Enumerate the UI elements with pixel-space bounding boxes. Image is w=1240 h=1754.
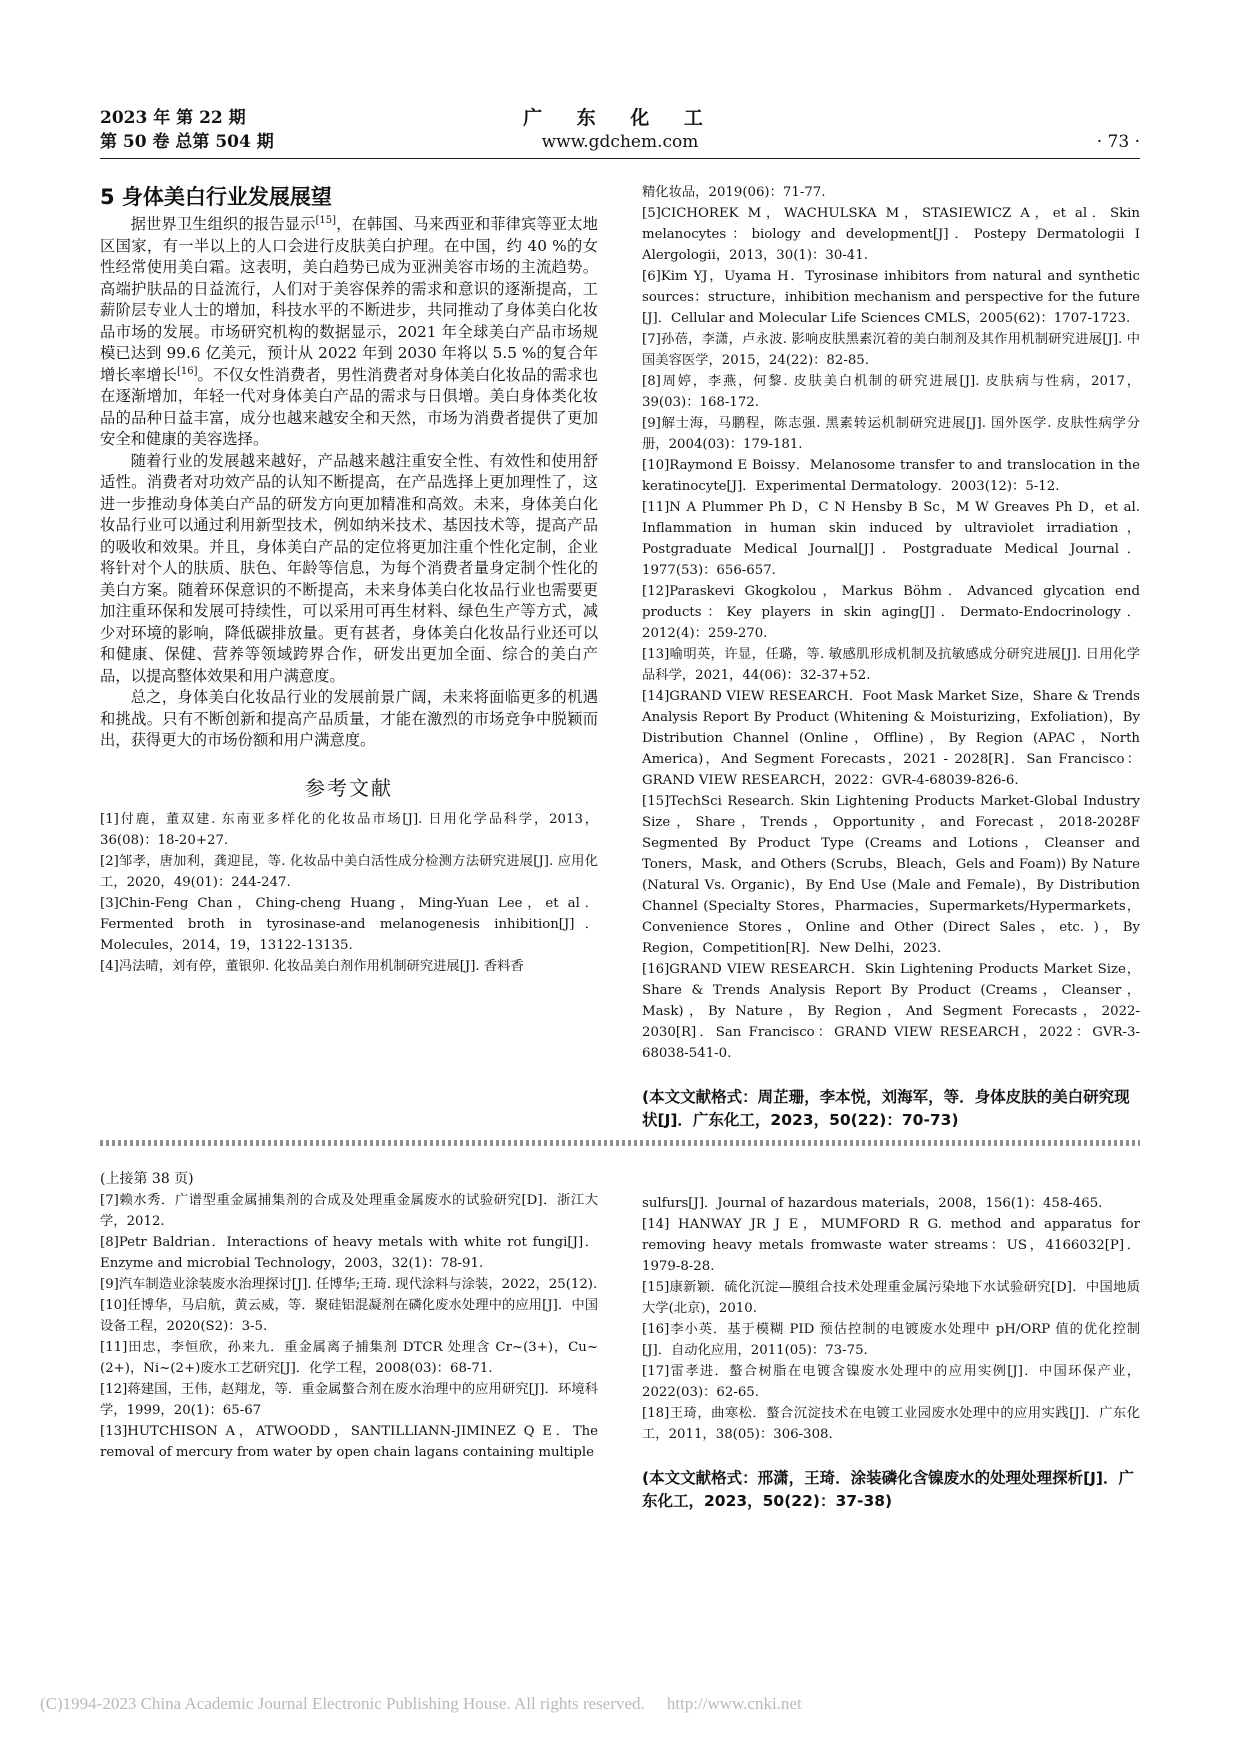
reference-list-left [100, 809, 598, 977]
section-title: 5 身体美白行业发展展望 [100, 185, 332, 209]
reference-item: [10]任博华，马启航，黄云威，等．聚硅铝混凝剂在磷化废水处理中的应用[J]．中国设备工程，2020(S2)：3-5. [100, 1298, 598, 1334]
reference-item: [9]汽车制造业涂装废水治理探讨[J]. 任博华;王琦. 现代涂料与涂装，2022，25(12). [100, 1277, 598, 1292]
reference-item: [18]王琦，曲寒松．螯合沉淀技术在电镀工业园废水处理中的应用实践[J]．广东化工，2011，38(05)：306-308. [642, 1406, 1140, 1442]
reference-item: 精化妆品，2019(06)：71-77. [642, 185, 826, 200]
reference-item: [3]Chin-Feng Chan，Ching-cheng Huang，Ming-Yuan Lee，et al．Fermented broth in tyrosinase-and melanogenesis inhibition[J]．Molecules，2014，19，13122-13135. [100, 895, 598, 953]
reference-item: [14]GRAND VIEW RESEARCH．Foot Mask Market Size，Share & Trends Analysis Report By Product (Whitening & Moisturizing，Exfoliation)，By Distribution Channel (Online，Offline)，By Region (APAC，North America)，And Segment Forecasts，2021 - 2028[R]．San Francisco：GRAND VIEW RESEARCH，2022：GVR-4-68039-826-6. [642, 689, 1140, 788]
journal-name: 广 东 化 工 [523, 107, 717, 129]
section-divider [100, 1140, 1140, 1146]
body-paragraph-2: 随着行业的发展越来越好，产品越来越注重安全性、有效性和使用舒适性。消费者对功效产品的认知不断提高，在产品选择上更加理性了，这进一步推动身体美白产品的研发方向更加精准和高效。未来，身体美白化妆品行业可以通过利用新型技术，例如纳米技术、基因技术等，提高产品的吸收和效果。并且，身体美白产品的定位将更加注重个性化定制，企业将针对个人的肤质、肤色、年龄等信息，为每个消费者量身定制个性化的美白方案。随着环保意识的不断提高，未来身体美白化妆品行业也需要更加注重环保和发展可持续性，可以采用可再生材料、绿色生产等方式，减少对环境的影响，降低碳排放量。更有甚者，身体美白化妆品行业还可以和健康、保健、营养等领域跨界合作，研发出更加全面、综合的美白产品，以提高整体效果和用户满意度。 [100, 451, 598, 685]
cnki-link[interactable]: http://www.cnki.net [666, 1694, 802, 1713]
volume-info: 第 50 卷 总第 504 期 [100, 132, 274, 152]
reference-item: [7]赖水秀．广谱型重金属捕集剂的合成及处理重金属废水的试验研究[D]．浙江大学，2012. [100, 1193, 598, 1229]
references-heading: 参考文献 [305, 775, 393, 800]
continuation-right-column [642, 1193, 1140, 1513]
copyright-footer [40, 1694, 1200, 1714]
citation-marker: [16] [177, 365, 198, 377]
reference-item: [2]邹孝，唐加利，龚迎昆，等. 化妆品中美白活性成分检测方法研究进展[J]. 应用化工，2020，49(01)：244-247. [100, 853, 598, 890]
article-left-column [100, 182, 598, 977]
reference-item: [14] HANWAY JR J E，MUMFORD R G. method and apparatus for removing heavy metals fromwaste water streams：US，4166032[P]．1979-8-28. [642, 1217, 1140, 1274]
reference-item: [15]TechSci Research. Skin Lightening Products Market-Global Industry Size，Share，Trends，Opportunity，and Forecast，2018-2028F Segmented By Product Type (Creams and Lotions，Cleanser and Toners，Mask，and Others (Scrubs，Bleach，Gels and Foam)) By Nature (Natural Vs. Organic)，By End Use (Male and Female)，By Distribution Channel (Specialty Stores，Pharmacies，Supermarkets/Hypermarkets，Convenience Stores，Online and Other (Direct Sales，etc. )，By Region，Competition[R]．New Delhi，2023. [642, 794, 1140, 956]
reference-item: [8]周婷，李燕，何黎. 皮肤美白机制的研究进展[J]. 皮肤病与性病，2017，39(03)：168-172. [642, 374, 1140, 410]
journal-website[interactable]: www.gdchem.com [541, 132, 699, 152]
continuation-citation-format: (本文文献格式：邢潇，王琦．涂装磷化含镍废水的处理处理探析[J]．广东化工，2023，50(22)：37-38) [642, 1469, 1135, 1510]
body-paragraph-1: 据世界卫生组织的报告显示[15]，在韩国、马来西亚和菲律宾等亚太地区国家，有一半以上的人口会进行皮肤美白护理。在中国，约 40 %的女性经常使用美白霜。这表明，美白趋势已成为亚洲美容市场的主流趋势。高端护肤品的日益流行，人们对于美容保养的需求和意识的逐渐提高，工薪阶层专业人士的增加，科技水平的不断进步，共同推动了身体美白化妆品市场的发展。市场研究机构的数据显示，2021 年全球美白产品市场规模已达到 99.6 亿美元，预计从 2022 年到 2030 年将以 5.5 %的复合年增长率增长[16]。不仅女性消费者，男性消费者对身体美白化妆品的需求也在逐渐增加，年轻一代对身体美白产品的需求与日俱增。美白身体类化妆品的品种日益丰富，成分也越来越安全和天然，市场为消费者提供了更加安全和健康的美容选择。 [100, 214, 598, 448]
continuation-left-column [100, 1168, 598, 1463]
reference-item: [7]孙蓓，李潇，卢永波. 影响皮肤黑素沉着的美白制剂及其作用机制研究进展[J]. 中国美容医学，2015，24(22)：82-85. [642, 332, 1140, 368]
copyright-text: (C)1994-2023 China Academic Journal Electronic Publishing House. All rights reserved. [40, 1694, 645, 1713]
reference-item: [13]喻明英，许显，任璐，等. 敏感肌形成机制及抗敏感成分研究进展[J]. 日用化学品科学，2021，44(06)：32-37+52. [642, 647, 1140, 683]
reference-item: [12]Paraskevi Gkogkolou，Markus Böhm．Advanced glycation end products：Key players in skin aging[J]．Dermato-Endocrinology．2012(4)：259-270. [642, 584, 1140, 641]
article-citation-format: (本文文献格式：周芷珊，李本悦，刘海军，等．身体皮肤的美白研究现状[J]．广东化工，2023，50(22)：70-73) [642, 1088, 1130, 1129]
reference-item: [15]康新颖．硫化沉淀—膜组合技术处理重金属污染地下水试验研究[D]．中国地质大学(北京)，2010. [642, 1280, 1140, 1316]
reference-item: [5]CICHOREK M，WACHULSKA M，STASIEWICZ A，et al．Skin melanocytes：biology and development[J]．Postepy Dermatologii I Alergologii，2013，30(1)：30-41. [642, 206, 1140, 263]
body-paragraph-3: 总之，身体美白化妆品行业的发展前景广阔，未来将面临更多的机遇和挑战。只有不断创新和提高产品质量，才能在激烈的市场竞争中脱颖而出，获得更大的市场份额和用户满意度。 [100, 688, 598, 749]
reference-item: [4]冯法晴，刘有停，董银卯. 化妆品美白剂作用机制研究进展[J]. 香料香 [100, 958, 524, 974]
citation-marker: [15] [315, 214, 337, 226]
header-rule [100, 158, 1140, 159]
continuation-intro: (上接第 38 页) [100, 1171, 194, 1187]
reference-item: [16]GRAND VIEW RESEARCH．Skin Lightening Products Market Size，Share & Trends Analysis Report By Product (Creams，Cleanser，Mask)，By Nature，By Region，And Segment Forecasts，2022-2030[R]．San Francisco：GRAND VIEW RESEARCH，2022：GVR-3-68038-541-0. [642, 962, 1140, 1061]
year-issue: 2023 年 第 22 期 [100, 108, 246, 128]
reference-item: [8]Petr Baldrian．Interactions of heavy metals with white rot fungi[J]．Enzyme and microbial Technology，2003，32(1)：78-91. [100, 1235, 598, 1271]
reference-item: [1]付鹿，董双建. 东南亚多样化的化妆品市场[J]. 日用化学品科学，2013，36(08)：18-20+27. [100, 811, 598, 848]
journal-issue-info [100, 106, 274, 154]
reference-item: [11]N A Plummer Ph D，C N Hensby B Sc，M W Greaves Ph D，et al. Inflammation in human skin induced by ultraviolet irradiation，Postgraduate Medical Journal[J]．Postgraduate Medical Journal．1977(53)：656-657. [642, 500, 1140, 578]
reference-item: [9]解士海，马鹏程，陈志强. 黑素转运机制研究进展[J]. 国外医学. 皮肤性病学分册，2004(03)：179-181. [642, 416, 1140, 452]
reference-item: [10]Raymond E Boissy．Melanosome transfer to and translocation in the keratinocyte[J]．Experimental Dermatology．2003(12)：5-12. [642, 458, 1140, 494]
reference-item: [6]Kim YJ，Uyama H．Tyrosinase inhibitors from natural and synthetic sources：structure，inhibition mechanism and perspective for the future [J]．Cellular and Molecular Life Sciences CMLS，2005(62)：1707-1723. [642, 269, 1140, 326]
page-number: · 73 · [1096, 132, 1140, 152]
journal-masthead [520, 106, 720, 154]
reference-item: [13]HUTCHISON A，ATWOODD，SANTILLIANN-JIMINEZ Q E．The removal of mercury from water by open chain lagans containing multiple [100, 1424, 598, 1460]
reference-item: [17]雷孝进．螯合树脂在电镀含镍废水处理中的应用实例[J]．中国环保产业，2022(03)：62-65. [642, 1364, 1140, 1400]
reference-item: [16]李小英．基于模糊 PID 预估控制的电镀废水处理中 pH/ORP 值的优化控制[J]．自动化应用，2011(05)：73-75. [642, 1322, 1140, 1358]
reference-item: [12]蒋建国，王伟，赵翔龙，等．重金属螯合剂在废水治理中的应用研究[J]．环境科学，1999，20(1)：65-67 [100, 1382, 598, 1418]
article-right-column [642, 182, 1140, 1132]
reference-item: [11]田忠，李恒欣，孙来九．重金属离子捕集剂 DTCR 处理含 Cr~(3+)，Cu~(2+)，Ni~(2+)废水工艺研究[J]．化学工程，2008(03)：68-71. [100, 1340, 598, 1376]
reference-item: sulfurs[J]．Journal of hazardous materials，2008，156(1)：458-465. [642, 1196, 1103, 1211]
